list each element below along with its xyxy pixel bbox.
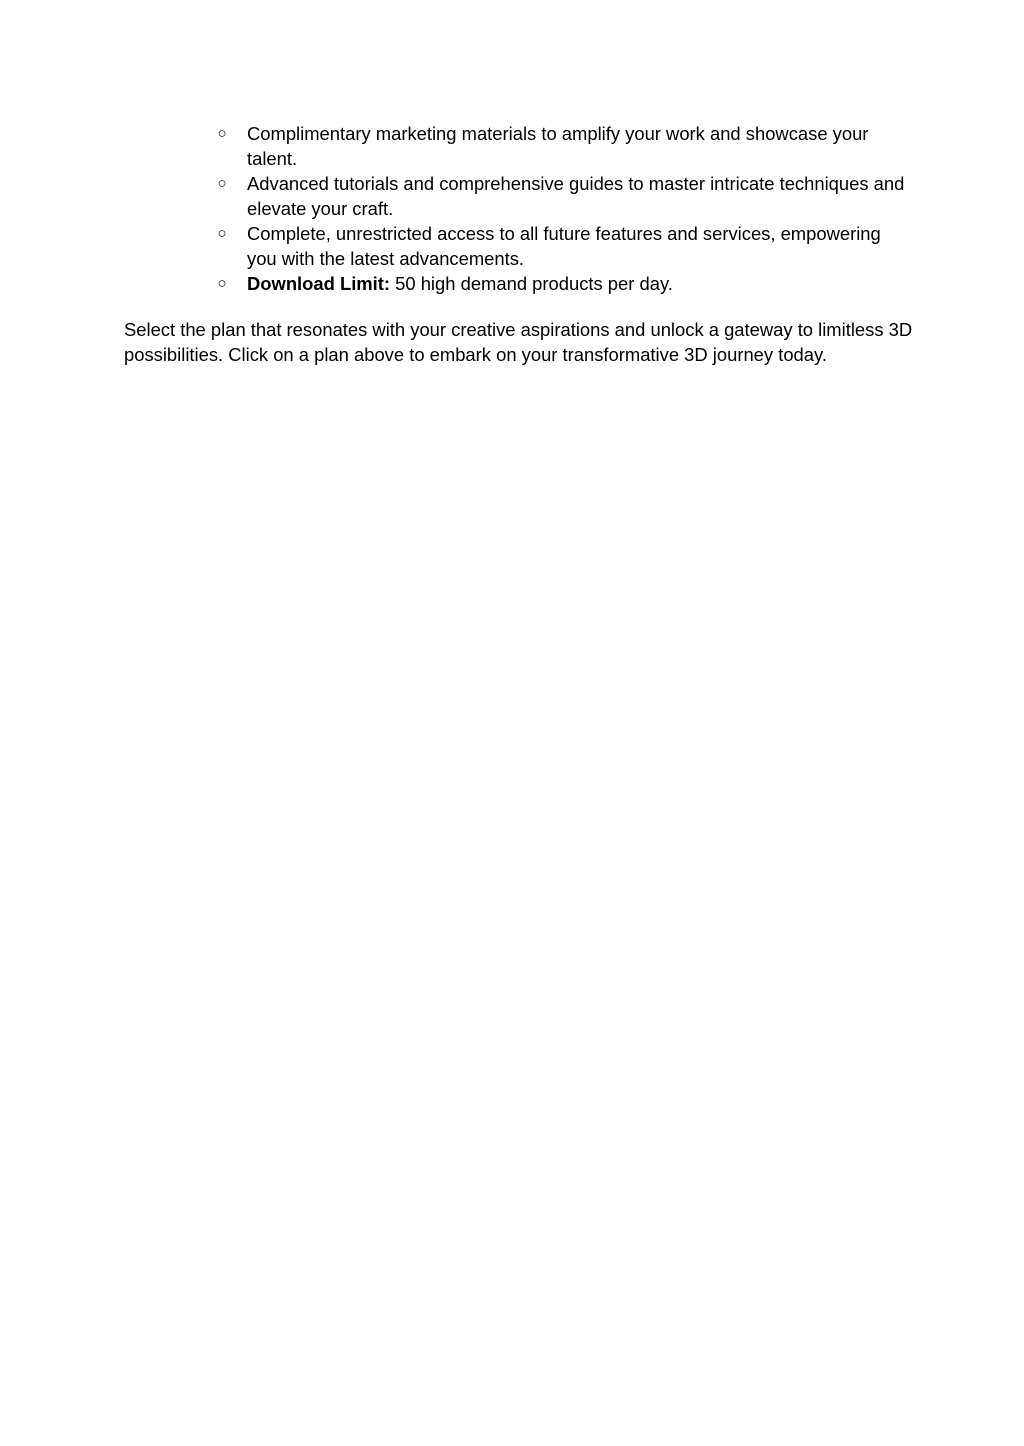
list-item-text: Complimentary marketing materials to amplify your work and showcase your talent.: [247, 123, 869, 169]
closing-paragraph: Select the plan that resonates with your creative aspirations and unlock a gateway to limitless 3D possibilities. Click on a plan above to embark on your transformative 3D journey today.: [124, 319, 913, 365]
hollow-circle-bullet-icon: ○: [217, 275, 227, 292]
list-item-text: [247, 271, 915, 296]
hollow-circle-bullet-icon: ○: [217, 225, 227, 242]
download-limit-value: 50 high demand products per day.: [390, 273, 673, 294]
list-item: [215, 221, 915, 271]
hollow-circle-bullet-icon: ○: [217, 125, 227, 142]
feature-bullet-list: [215, 121, 915, 296]
list-item: [215, 171, 915, 221]
hollow-circle-bullet-icon: ○: [217, 175, 227, 192]
list-item-text: Advanced tutorials and comprehensive guides to master intricate techniques and elevate your craft.: [247, 173, 905, 219]
list-item: [215, 121, 915, 171]
list-item: [215, 271, 915, 296]
download-limit-label: Download Limit:: [247, 273, 391, 294]
list-item-text: Complete, unrestricted access to all future features and services, empowering you with the latest advancements.: [247, 223, 881, 269]
